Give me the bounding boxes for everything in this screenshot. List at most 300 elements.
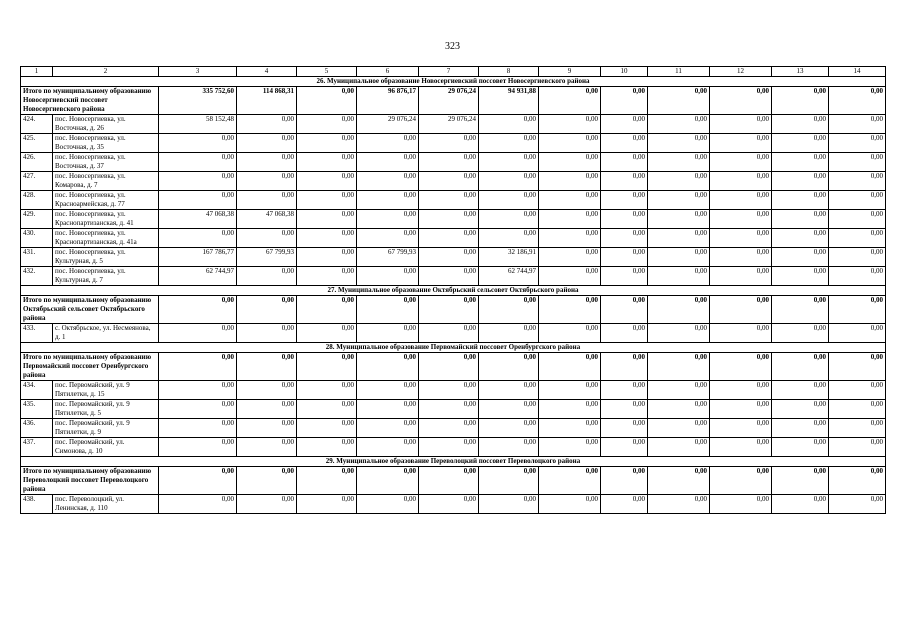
row-value: 0,00: [648, 381, 710, 400]
total-value: 114 868,31: [237, 87, 297, 115]
row-value: 0,00: [710, 229, 772, 248]
row-value: 58 152,48: [159, 115, 237, 134]
row-value: 0,00: [419, 324, 479, 343]
table-row: [21, 438, 886, 457]
row-number: 433.: [21, 324, 53, 343]
total-label: Итого по муниципальному образованию Октябрьский сельсовет Октябрьского района: [21, 296, 159, 324]
row-value: 0,00: [159, 381, 237, 400]
row-value: 0,00: [710, 419, 772, 438]
row-value: 0,00: [601, 495, 648, 514]
row-address: пос. Первомайский, ул. Симонова, д. 10: [53, 438, 159, 457]
total-value: 0,00: [539, 467, 601, 495]
row-value: 0,00: [357, 153, 419, 172]
row-value: 0,00: [772, 210, 829, 229]
section-total-row: [21, 296, 886, 324]
row-value: 0,00: [237, 438, 297, 457]
column-header: 2: [53, 67, 159, 77]
row-value: 0,00: [479, 210, 539, 229]
row-value: 0,00: [601, 438, 648, 457]
row-value: 0,00: [297, 229, 357, 248]
total-value: 0,00: [601, 467, 648, 495]
row-value: 32 186,91: [479, 248, 539, 267]
column-header: 6: [357, 67, 419, 77]
row-value: 0,00: [419, 438, 479, 457]
row-value: 0,00: [479, 172, 539, 191]
table-row: [21, 495, 886, 514]
total-value: 0,00: [419, 353, 479, 381]
row-value: 0,00: [419, 153, 479, 172]
total-value: 0,00: [710, 467, 772, 495]
row-value: 0,00: [539, 210, 601, 229]
row-value: 0,00: [479, 400, 539, 419]
row-value: 0,00: [297, 115, 357, 134]
row-value: 0,00: [297, 400, 357, 419]
row-value: 0,00: [601, 134, 648, 153]
row-value: 0,00: [829, 115, 886, 134]
row-value: 0,00: [710, 381, 772, 400]
table-row: [21, 419, 886, 438]
total-value: 0,00: [419, 467, 479, 495]
row-value: 0,00: [357, 172, 419, 191]
row-number: 435.: [21, 400, 53, 419]
row-value: 0,00: [357, 191, 419, 210]
total-value: 0,00: [772, 467, 829, 495]
column-header: 4: [237, 67, 297, 77]
column-header: 3: [159, 67, 237, 77]
section-title-row: [21, 286, 886, 296]
row-value: 0,00: [772, 400, 829, 419]
row-value: 0,00: [357, 419, 419, 438]
row-value: 0,00: [479, 324, 539, 343]
section-total-row: [21, 467, 886, 495]
column-header: 13: [772, 67, 829, 77]
total-value: 0,00: [479, 353, 539, 381]
row-value: 0,00: [539, 324, 601, 343]
row-value: 0,00: [237, 115, 297, 134]
row-value: 0,00: [357, 134, 419, 153]
section-title: 27. Муниципальное образование Октябрьский сельсовет Октябрьского района: [21, 286, 886, 296]
row-value: 62 744,97: [479, 267, 539, 286]
total-value: 0,00: [539, 87, 601, 115]
row-number: 428.: [21, 191, 53, 210]
row-value: 0,00: [710, 191, 772, 210]
row-value: 0,00: [772, 267, 829, 286]
column-header: 1: [21, 67, 53, 77]
row-value: 0,00: [710, 115, 772, 134]
row-value: 0,00: [159, 172, 237, 191]
row-value: 0,00: [479, 381, 539, 400]
total-value: 0,00: [710, 87, 772, 115]
row-number: 427.: [21, 172, 53, 191]
row-value: 0,00: [648, 419, 710, 438]
total-value: 0,00: [479, 296, 539, 324]
row-value: 0,00: [357, 229, 419, 248]
row-value: 0,00: [772, 172, 829, 191]
total-value: 0,00: [159, 353, 237, 381]
column-header: 5: [297, 67, 357, 77]
row-value: 0,00: [159, 134, 237, 153]
section-title-row: [21, 77, 886, 87]
row-value: 0,00: [297, 381, 357, 400]
total-value: 0,00: [601, 296, 648, 324]
table-row: [21, 210, 886, 229]
row-value: 0,00: [357, 324, 419, 343]
row-value: 0,00: [539, 229, 601, 248]
total-value: 0,00: [237, 353, 297, 381]
column-header: 11: [648, 67, 710, 77]
row-address: пос. Новосергиевка, ул. Культурная, д. 7: [53, 267, 159, 286]
row-value: 0,00: [829, 210, 886, 229]
row-value: 0,00: [601, 191, 648, 210]
section-title-row: [21, 343, 886, 353]
table-row: [21, 381, 886, 400]
row-value: 0,00: [772, 419, 829, 438]
row-value: 0,00: [357, 267, 419, 286]
total-value: 0,00: [297, 467, 357, 495]
total-value: 0,00: [829, 467, 886, 495]
row-value: 0,00: [772, 134, 829, 153]
row-value: 0,00: [539, 115, 601, 134]
row-value: 0,00: [539, 419, 601, 438]
row-number: 438.: [21, 495, 53, 514]
row-address: пос. Новосергиевка, ул. Краснопартизанская, д. 41а: [53, 229, 159, 248]
row-value: 0,00: [829, 400, 886, 419]
row-value: 0,00: [357, 495, 419, 514]
total-value: 0,00: [297, 353, 357, 381]
row-number: 430.: [21, 229, 53, 248]
row-number: 429.: [21, 210, 53, 229]
total-value: 0,00: [648, 353, 710, 381]
row-value: 0,00: [539, 400, 601, 419]
row-value: 0,00: [297, 172, 357, 191]
row-value: 0,00: [539, 134, 601, 153]
total-value: 96 876,17: [357, 87, 419, 115]
table-row: [21, 324, 886, 343]
row-value: 0,00: [710, 267, 772, 286]
row-value: 0,00: [539, 438, 601, 457]
total-value: 0,00: [772, 296, 829, 324]
row-value: 0,00: [772, 115, 829, 134]
table-row: [21, 115, 886, 134]
row-address: пос. Первомайский, ул. 9 Пятилетки, д. 5: [53, 400, 159, 419]
row-value: 0,00: [419, 191, 479, 210]
row-address: пос. Новосергиевка, ул. Культурная, д. 5: [53, 248, 159, 267]
row-value: 0,00: [237, 153, 297, 172]
row-value: 0,00: [419, 381, 479, 400]
total-value: 0,00: [237, 467, 297, 495]
total-value: 0,00: [159, 467, 237, 495]
row-value: 0,00: [297, 267, 357, 286]
table-row: [21, 248, 886, 267]
total-value: 0,00: [539, 296, 601, 324]
row-value: 0,00: [648, 495, 710, 514]
row-value: 0,00: [237, 229, 297, 248]
total-value: 0,00: [601, 353, 648, 381]
row-value: 0,00: [772, 153, 829, 172]
data-table: [20, 66, 886, 514]
row-value: 0,00: [829, 495, 886, 514]
row-value: 0,00: [297, 210, 357, 229]
row-value: 0,00: [479, 134, 539, 153]
row-value: 0,00: [829, 153, 886, 172]
row-value: 0,00: [829, 267, 886, 286]
row-value: 0,00: [419, 210, 479, 229]
row-value: 0,00: [479, 115, 539, 134]
total-value: 94 931,88: [479, 87, 539, 115]
section-title: 29. Муниципальное образование Переволоцкий поссовет Переволоцкого района: [21, 457, 886, 467]
total-value: 29 076,24: [419, 87, 479, 115]
page-number: 323: [445, 41, 460, 52]
total-value: 0,00: [539, 353, 601, 381]
row-value: 0,00: [648, 134, 710, 153]
row-address: пос. Первомайский, ул. 9 Пятилетки, д. 9: [53, 419, 159, 438]
row-value: 0,00: [297, 438, 357, 457]
row-value: 0,00: [237, 495, 297, 514]
row-address: пос. Новосергиевка, ул. Восточная, д. 37: [53, 153, 159, 172]
row-address: с. Октябрьское, ул. Несмеянова, д. 1: [53, 324, 159, 343]
row-value: 0,00: [829, 438, 886, 457]
row-value: 0,00: [419, 248, 479, 267]
row-number: 424.: [21, 115, 53, 134]
row-value: 62 744,97: [159, 267, 237, 286]
row-value: 0,00: [648, 229, 710, 248]
total-value: 0,00: [829, 353, 886, 381]
section-total-row: [21, 87, 886, 115]
row-number: 431.: [21, 248, 53, 267]
row-value: 0,00: [297, 324, 357, 343]
row-value: 0,00: [297, 191, 357, 210]
row-value: 0,00: [601, 267, 648, 286]
row-value: 0,00: [419, 134, 479, 153]
row-value: 0,00: [772, 381, 829, 400]
row-value: 47 068,38: [159, 210, 237, 229]
row-value: 0,00: [829, 172, 886, 191]
row-value: 0,00: [772, 229, 829, 248]
total-value: 0,00: [297, 87, 357, 115]
row-value: 29 076,24: [419, 115, 479, 134]
row-value: 0,00: [772, 324, 829, 343]
table-row: [21, 134, 886, 153]
row-value: 67 799,93: [357, 248, 419, 267]
row-value: 0,00: [237, 419, 297, 438]
total-value: 335 752,60: [159, 87, 237, 115]
total-label: Итого по муниципальному образованию Переволоцкий поссовет Переволоцкого района: [21, 467, 159, 495]
table-row: [21, 267, 886, 286]
row-number: 436.: [21, 419, 53, 438]
row-value: 0,00: [710, 172, 772, 191]
section-total-row: [21, 353, 886, 381]
total-value: 0,00: [772, 87, 829, 115]
row-value: 0,00: [419, 495, 479, 514]
row-value: 0,00: [601, 400, 648, 419]
row-value: 0,00: [601, 381, 648, 400]
row-address: пос. Переволоцкий, ул. Ленинская, д. 110: [53, 495, 159, 514]
row-value: 0,00: [159, 229, 237, 248]
total-label: Итого по муниципальному образованию Первомайский поссовет Оренбургского района: [21, 353, 159, 381]
row-value: 0,00: [357, 438, 419, 457]
row-address: пос. Новосергиевка, ул. Восточная, д. 35: [53, 134, 159, 153]
row-value: 0,00: [601, 229, 648, 248]
row-value: 0,00: [772, 495, 829, 514]
row-value: 0,00: [710, 210, 772, 229]
row-value: 0,00: [159, 153, 237, 172]
row-value: 0,00: [479, 229, 539, 248]
column-header-row: [21, 67, 886, 77]
row-value: 0,00: [419, 400, 479, 419]
row-value: 0,00: [237, 400, 297, 419]
row-value: 0,00: [237, 172, 297, 191]
row-value: 0,00: [539, 495, 601, 514]
row-value: 0,00: [710, 438, 772, 457]
row-value: 0,00: [829, 229, 886, 248]
row-value: 0,00: [357, 400, 419, 419]
row-value: 29 076,24: [357, 115, 419, 134]
total-value: 0,00: [648, 87, 710, 115]
section-title: 26. Муниципальное образование Новосергиевский поссовет Новосергиевского района: [21, 77, 886, 87]
row-value: 0,00: [710, 400, 772, 419]
table-row: [21, 191, 886, 210]
row-value: 0,00: [419, 172, 479, 191]
table-row: [21, 153, 886, 172]
row-value: 0,00: [479, 495, 539, 514]
row-value: 0,00: [601, 324, 648, 343]
row-number: 437.: [21, 438, 53, 457]
total-value: 0,00: [357, 296, 419, 324]
row-value: 0,00: [710, 495, 772, 514]
row-number: 426.: [21, 153, 53, 172]
row-address: пос. Новосергиевка, ул. Восточная, д. 26: [53, 115, 159, 134]
row-address: пос. Новосергиевка, ул. Комарова, д. 7: [53, 172, 159, 191]
row-value: 0,00: [648, 153, 710, 172]
row-value: 0,00: [829, 419, 886, 438]
row-value: 0,00: [772, 248, 829, 267]
row-value: 0,00: [419, 267, 479, 286]
column-header: 12: [710, 67, 772, 77]
row-value: 0,00: [648, 115, 710, 134]
row-value: 0,00: [710, 248, 772, 267]
row-value: 0,00: [479, 153, 539, 172]
row-value: 0,00: [159, 438, 237, 457]
row-value: 0,00: [237, 381, 297, 400]
row-address: пос. Новосергиевка, ул. Красноармейская, д. 77: [53, 191, 159, 210]
row-value: 0,00: [159, 495, 237, 514]
row-number: 425.: [21, 134, 53, 153]
column-header: 7: [419, 67, 479, 77]
table-body: [21, 67, 886, 514]
row-value: 0,00: [357, 381, 419, 400]
row-value: 0,00: [829, 134, 886, 153]
column-header: 10: [601, 67, 648, 77]
total-value: 0,00: [357, 467, 419, 495]
total-value: 0,00: [710, 296, 772, 324]
row-value: 0,00: [601, 115, 648, 134]
total-value: 0,00: [829, 296, 886, 324]
total-value: 0,00: [297, 296, 357, 324]
row-value: 0,00: [539, 381, 601, 400]
row-value: 0,00: [648, 438, 710, 457]
row-value: 0,00: [648, 172, 710, 191]
row-value: 0,00: [237, 191, 297, 210]
row-value: 0,00: [479, 419, 539, 438]
row-value: 0,00: [648, 248, 710, 267]
total-label: Итого по муниципальному образованию Новосергиевский поссовет Новосергиевского района: [21, 87, 159, 115]
total-value: 0,00: [829, 87, 886, 115]
row-value: 0,00: [539, 248, 601, 267]
row-value: 0,00: [829, 191, 886, 210]
row-value: 0,00: [829, 381, 886, 400]
row-value: 0,00: [539, 191, 601, 210]
section-title-row: [21, 457, 886, 467]
row-value: 0,00: [159, 419, 237, 438]
row-value: 0,00: [648, 267, 710, 286]
row-address: пос. Новосергиевка, ул. Краснопартизанская, д. 41: [53, 210, 159, 229]
row-value: 0,00: [297, 248, 357, 267]
table-row: [21, 400, 886, 419]
row-value: 0,00: [479, 191, 539, 210]
row-value: 0,00: [710, 324, 772, 343]
row-value: 0,00: [297, 419, 357, 438]
row-value: 67 799,93: [237, 248, 297, 267]
column-header: 14: [829, 67, 886, 77]
table-row: [21, 229, 886, 248]
total-value: 0,00: [237, 296, 297, 324]
section-title: 28. Муниципальное образование Первомайский поссовет Оренбургского района: [21, 343, 886, 353]
row-value: 0,00: [648, 191, 710, 210]
row-value: 0,00: [601, 153, 648, 172]
row-value: 0,00: [648, 324, 710, 343]
total-value: 0,00: [648, 467, 710, 495]
total-value: 0,00: [601, 87, 648, 115]
row-value: 167 786,77: [159, 248, 237, 267]
row-value: 0,00: [829, 324, 886, 343]
total-value: 0,00: [648, 296, 710, 324]
row-value: 0,00: [648, 400, 710, 419]
total-value: 0,00: [772, 353, 829, 381]
table-row: [21, 172, 886, 191]
row-value: 0,00: [601, 419, 648, 438]
row-value: 0,00: [539, 267, 601, 286]
row-value: 0,00: [237, 267, 297, 286]
row-value: 0,00: [601, 210, 648, 229]
row-value: 0,00: [159, 400, 237, 419]
total-value: 0,00: [710, 353, 772, 381]
column-header: 9: [539, 67, 601, 77]
row-value: 0,00: [419, 419, 479, 438]
row-value: 0,00: [297, 134, 357, 153]
row-value: 0,00: [772, 438, 829, 457]
total-value: 0,00: [159, 296, 237, 324]
row-value: 0,00: [419, 229, 479, 248]
total-value: 0,00: [419, 296, 479, 324]
total-value: 0,00: [357, 353, 419, 381]
row-value: 0,00: [710, 134, 772, 153]
row-value: 0,00: [297, 153, 357, 172]
row-number: 434.: [21, 381, 53, 400]
column-header: 8: [479, 67, 539, 77]
row-value: 0,00: [772, 191, 829, 210]
row-value: 0,00: [159, 191, 237, 210]
total-value: 0,00: [479, 467, 539, 495]
row-number: 432.: [21, 267, 53, 286]
row-value: 47 068,38: [237, 210, 297, 229]
row-value: 0,00: [237, 324, 297, 343]
row-value: 0,00: [601, 248, 648, 267]
row-value: 0,00: [710, 153, 772, 172]
row-value: 0,00: [601, 172, 648, 191]
row-value: 0,00: [539, 153, 601, 172]
row-value: 0,00: [648, 210, 710, 229]
row-value: 0,00: [539, 172, 601, 191]
